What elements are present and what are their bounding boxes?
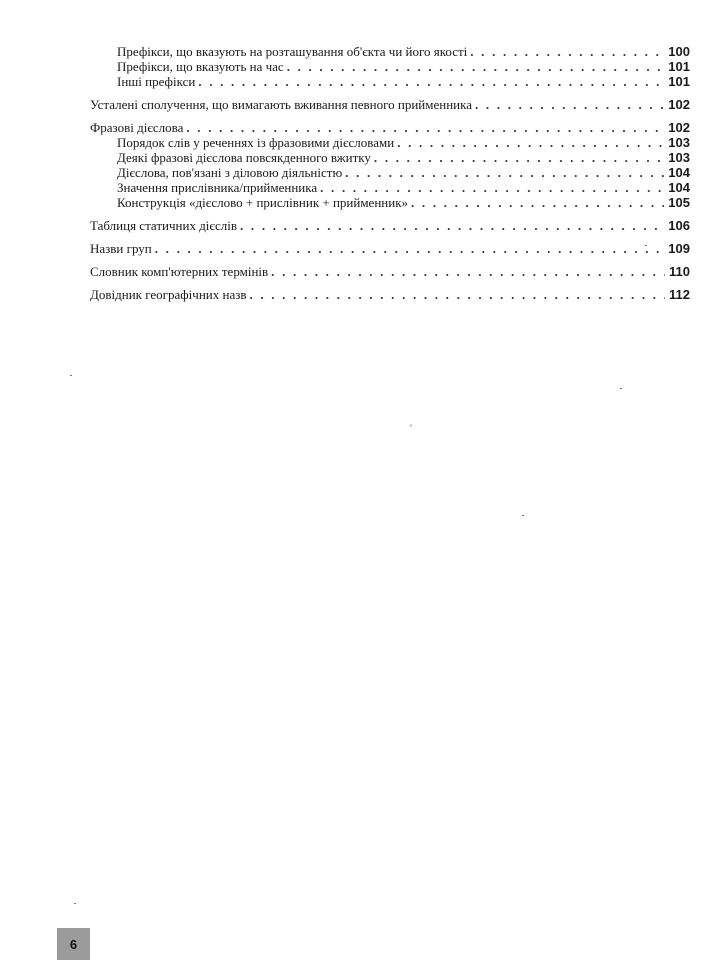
toc-entry-page: 103 <box>668 150 690 165</box>
toc-entry-title: Таблиця статичних дієслів <box>90 218 238 233</box>
page-number: 6 <box>57 928 90 960</box>
dot-leader <box>475 97 664 112</box>
toc-entry-title: Дієслова, пов'язані з діловою діяльністю <box>117 165 343 180</box>
toc-entry-page: 112 <box>669 287 690 302</box>
scan-speck <box>74 903 76 904</box>
toc-entry-title: Префікси, що вказують на час <box>117 59 284 74</box>
dot-leader <box>320 180 664 195</box>
toc-entry-page: 110 <box>669 264 690 279</box>
toc-entry-page: 101 <box>668 59 690 74</box>
toc-entry-page: 109 <box>668 241 690 256</box>
toc-entry-page: 102 <box>668 97 690 112</box>
toc-entry[interactable] <box>90 97 690 112</box>
toc-entry-page: 104 <box>668 180 690 195</box>
scan-speck <box>645 245 647 246</box>
dot-leader <box>470 44 664 59</box>
dot-leader <box>240 218 664 233</box>
toc-entry[interactable] <box>90 44 690 59</box>
toc-entry-title: Фразові дієслова <box>90 120 184 135</box>
dot-leader <box>345 165 664 180</box>
toc-entry-page: 103 <box>668 135 690 150</box>
toc-entry-title: Усталені сполучення, що вимагають вживання певного прийменника <box>90 97 473 112</box>
toc-entry[interactable] <box>90 218 690 233</box>
toc-entry[interactable] <box>90 120 690 135</box>
dot-leader <box>198 74 664 89</box>
toc-entry-title: Конструкція «дієслово + прислівник + прийменник» <box>117 195 409 210</box>
toc-entry-title: Назви груп <box>90 241 152 256</box>
toc-entry-title: Префікси, що вказують на розташування об'єкта чи його якості <box>117 44 468 59</box>
toc-entry-title: Довідник географічних назв <box>90 287 247 302</box>
dot-leader <box>411 195 664 210</box>
toc-entry[interactable] <box>90 264 690 279</box>
dot-leader <box>155 241 665 256</box>
table-of-contents <box>90 44 690 302</box>
toc-entry[interactable] <box>90 241 690 256</box>
toc-entry-page: 105 <box>668 195 690 210</box>
toc-entry-title: Порядок слів у реченнях із фразовими дієсловами <box>117 135 395 150</box>
dot-leader <box>287 59 665 74</box>
toc-entry[interactable] <box>90 150 690 165</box>
toc-entry-title: Інші префікси <box>117 74 196 89</box>
toc-entry[interactable] <box>90 180 690 195</box>
toc-entry-title: Словник комп'ютерних термінів <box>90 264 269 279</box>
toc-entry-page: 106 <box>668 218 690 233</box>
scan-speck <box>410 424 412 426</box>
toc-entry-page: 102 <box>668 120 690 135</box>
toc-entry[interactable] <box>90 165 690 180</box>
toc-entry-page: 101 <box>668 74 690 89</box>
dot-leader <box>186 120 664 135</box>
toc-entry-title: Значення прислівника/прийменника <box>117 180 318 195</box>
dot-leader <box>374 150 664 165</box>
toc-entry[interactable] <box>90 59 690 74</box>
toc-entry-page: 104 <box>668 165 690 180</box>
dot-leader <box>249 287 665 302</box>
dot-leader <box>271 264 665 279</box>
toc-entry[interactable] <box>90 74 690 89</box>
scan-speck <box>522 515 524 516</box>
dot-leader <box>397 135 664 150</box>
toc-entry[interactable] <box>90 287 690 302</box>
toc-entry[interactable] <box>90 195 690 210</box>
scan-speck <box>620 388 622 389</box>
toc-entry[interactable] <box>90 135 690 150</box>
toc-entry-page: 100 <box>668 44 690 59</box>
scan-speck <box>70 375 72 376</box>
toc-entry-title: Деякі фразові дієслова повсякденного вжитку <box>117 150 371 165</box>
